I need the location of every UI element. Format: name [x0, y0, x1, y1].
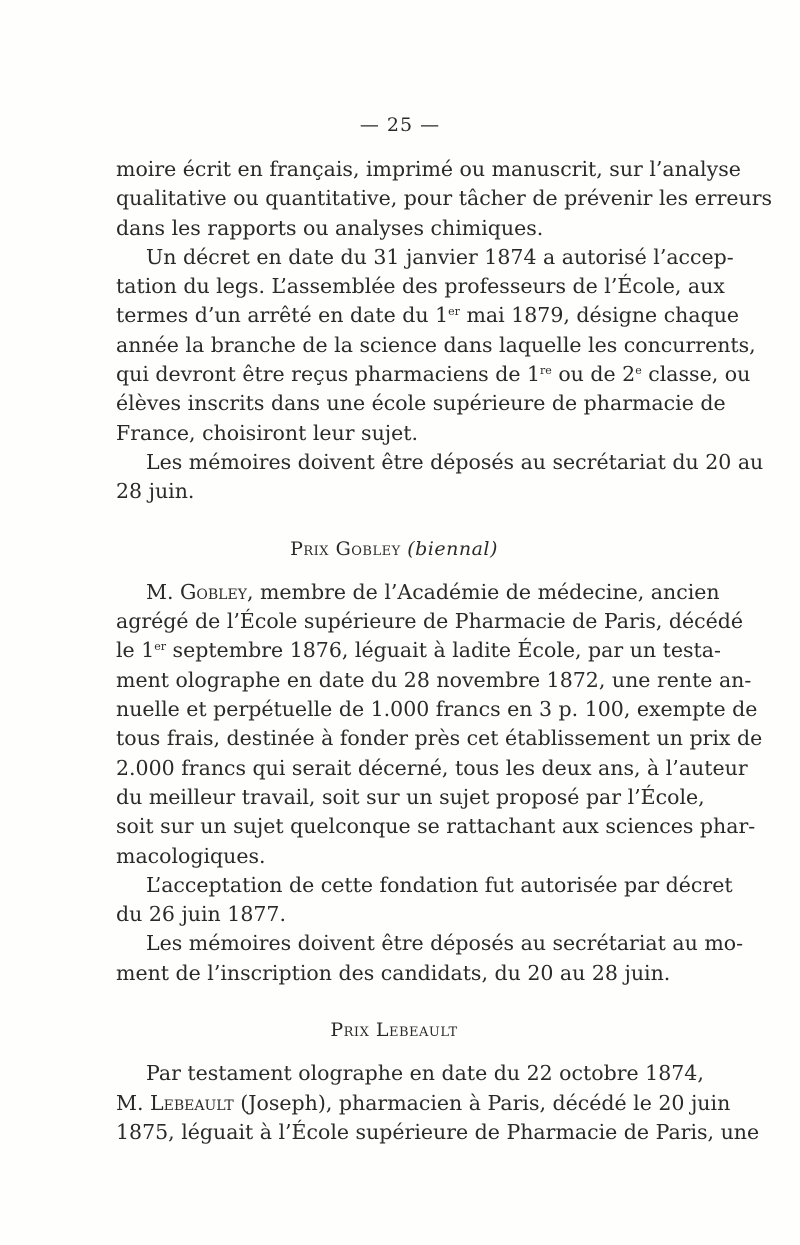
- text-line: du 26 juin 1877.: [116, 902, 286, 927]
- text-line: année la branche de la science dans laquelle les concurrents,: [116, 332, 756, 357]
- text-line: 1875, léguait à l’École supérieure de Pharmacie de Paris, une: [116, 1119, 760, 1144]
- text-line: termes d’un arrêté en date du 1er mai 1879, désigne chaque: [116, 303, 740, 328]
- text-line: du meilleur travail, soit sur un sujet proposé par l’École,: [116, 784, 705, 809]
- text-line: M. Lebeault (Joseph), pharmacien à Paris, décédé le 20 juin: [116, 1090, 731, 1115]
- text-line: Les mémoires doivent être déposés au secrétariat du 20 au: [146, 449, 764, 474]
- text-line: agrégé de l’École supérieure de Pharmacie de Paris, décédé: [116, 609, 744, 634]
- text-line: dans les rapports ou analyses chimiques.: [116, 215, 544, 240]
- text-line: qualitative ou quantitative, pour tâcher de prévenir les erreurs: [116, 186, 773, 211]
- paragraph-decret: [116, 243, 756, 448]
- page-number: — 25 —: [359, 114, 441, 136]
- text-line: macologiques.: [116, 843, 266, 868]
- text-line: Les mémoires doivent être déposés au secrétariat au mo-: [146, 931, 744, 956]
- text-line: qui devront être reçus pharmaciens de 1re ou de 2e classe, ou: [116, 362, 751, 387]
- body-text: [116, 155, 773, 1147]
- text-line: élèves inscrits dans une école supérieure de pharmacie de: [116, 391, 726, 416]
- text-line: tation du legs. L’assemblée des professeurs de l’École, aux: [116, 274, 725, 299]
- text-line: tous frais, destinée à fonder près cet établissement un prix de: [116, 726, 763, 751]
- section-heading-prix-gobley: Prix Gobley (biennal): [290, 537, 498, 560]
- text-line: Par testament olographe en date du 22 octobre 1874,: [146, 1061, 704, 1086]
- paragraph-gobley: [116, 578, 763, 871]
- text-line: ment de l’inscription des candidats, du 20 au 28 juin.: [116, 960, 671, 985]
- text-line: soit sur un sujet quelconque se rattachant aux sciences phar-: [116, 814, 756, 839]
- text-line: 2.000 francs qui serait décerné, tous les deux ans, à l’auteur: [116, 755, 748, 780]
- text-line: moire écrit en français, imprimé ou manuscrit, sur l’analyse: [116, 157, 741, 181]
- text-line: M. Gobley, membre de l’Académie de médecine, ancien: [146, 579, 720, 604]
- text-line: Un décret en date du 31 janvier 1874 a autorisé l’accep-: [146, 244, 734, 269]
- text-line: ment olographe en date du 28 novembre 1872, une rente an-: [116, 667, 752, 692]
- text-line: nuelle et perpétuelle de 1.000 francs en 3 p. 100, exempte de: [116, 697, 758, 722]
- paragraph-acceptation: [116, 871, 733, 930]
- paragraph-depot-2: [116, 929, 744, 988]
- text-line: 28 juin.: [116, 479, 195, 504]
- paragraph-lebeault: [116, 1059, 760, 1147]
- text-line: le 1er septembre 1876, léguait à ladite École, par un testa-: [116, 638, 721, 663]
- section-heading-prix-lebeault: Prix Lebeault: [330, 1019, 458, 1042]
- paragraph-analyse: [116, 155, 773, 243]
- text-line: France, choisiront leur sujet.: [116, 420, 419, 445]
- paragraph-depot-1: [116, 448, 764, 507]
- text-line: L’acceptation de cette fondation fut autorisée par décret: [146, 872, 733, 897]
